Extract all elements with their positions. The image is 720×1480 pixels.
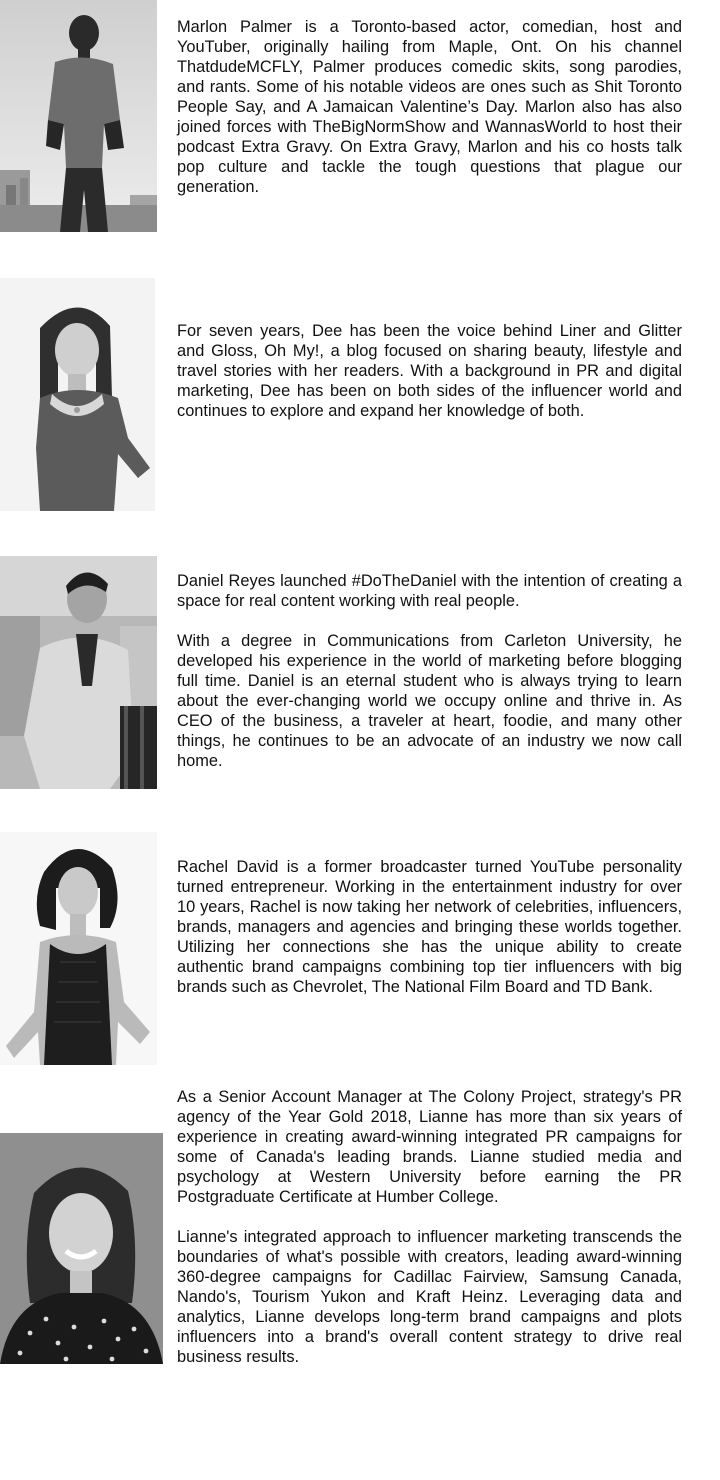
bio-paragraph: Rachel David is a former broadcaster turned YouTube personality turned entrepreneur. Working in the entertainment industry for over 10 years, Rachel is now taking her network of celebrities, influencers, brands, managers and agencies and bringing these worlds together. Utilizing her connections she has the unique ability to create authentic brand campaigns combining top tier influencers with big brands such as Chevrolet, The National Film Board and TD Bank. [177,858,682,996]
bio-paragraph: For seven years, Dee has been the voice behind Liner and Glitter and Gloss, Oh My!, a blog focused on sharing beauty, lifestyle and travel stories with her readers. With a background in PR and digital marketing, Dee has been on both sides of the influencer world and continues to explore and expand her knowledge of both. [177,322,682,420]
bio-text-daniel [177,571,682,771]
portrait-photo-lianne [0,1133,163,1364]
bio-paragraph: Daniel Reyes launched #DoTheDaniel with the intention of creating a space for real content working with real people. [177,572,682,610]
bio-text-lianne [177,1087,682,1367]
bio-text-rachel [177,857,682,997]
portrait-photo-daniel [0,556,157,789]
bio-paragraph: As a Senior Account Manager at The Colony Project, strategy's PR agency of the Year Gold 2018, Lianne has more than six years of experience in creating award-winning integrated PR campaigns for some of Canada's leading brands. Lianne studied media and psychology at Western University before earning the PR Postgraduate Certificate at Humber College. [177,1088,682,1206]
portrait-photo-rachel [0,832,157,1065]
bio-text-dee [177,321,682,421]
bio-paragraph: Marlon Palmer is a Toronto-based actor, comedian, host and YouTuber, originally hailing from Maple, Ont. On his channel ThatdudeMCFLY, Palmer produces comedic skits, song parodies, and rants. Some of his notable videos are ones such as Shit Toronto People Say, and A Jamaican Valentine’s Day. Marlon also has also joined forces with TheBigNormShow and WannasWorld to host their podcast Extra Gravy. On Extra Gravy, Marlon and his co hosts talk pop culture and tackle the tough questions that plague our generation. [177,18,682,196]
portrait-photo-dee [0,278,155,511]
portrait-photo-marlon [0,0,157,232]
bio-paragraph: With a degree in Communications from Carleton University, he developed his experience in the world of marketing before blogging full time. Daniel is an eternal student who is always trying to learn about the ever-changing world we occupy online and thrive in. As CEO of the business, a traveler at heart, foodie, and many other things, he continues to be an advocate of an industry we now call home. [177,632,682,770]
bio-paragraph: Lianne's integrated approach to influencer marketing transcends the boundaries of what's possible with creators, leading award-winning 360-degree campaigns for Cadillac Fairview, Samsung Canada, Nando's, Tourism Yukon and Kraft Heinz. Leveraging data and analytics, Lianne develops long-term brand campaigns and plots influencers into a brand's overall content strategy to drive real business results. [177,1228,682,1366]
bio-text-marlon [177,17,682,197]
